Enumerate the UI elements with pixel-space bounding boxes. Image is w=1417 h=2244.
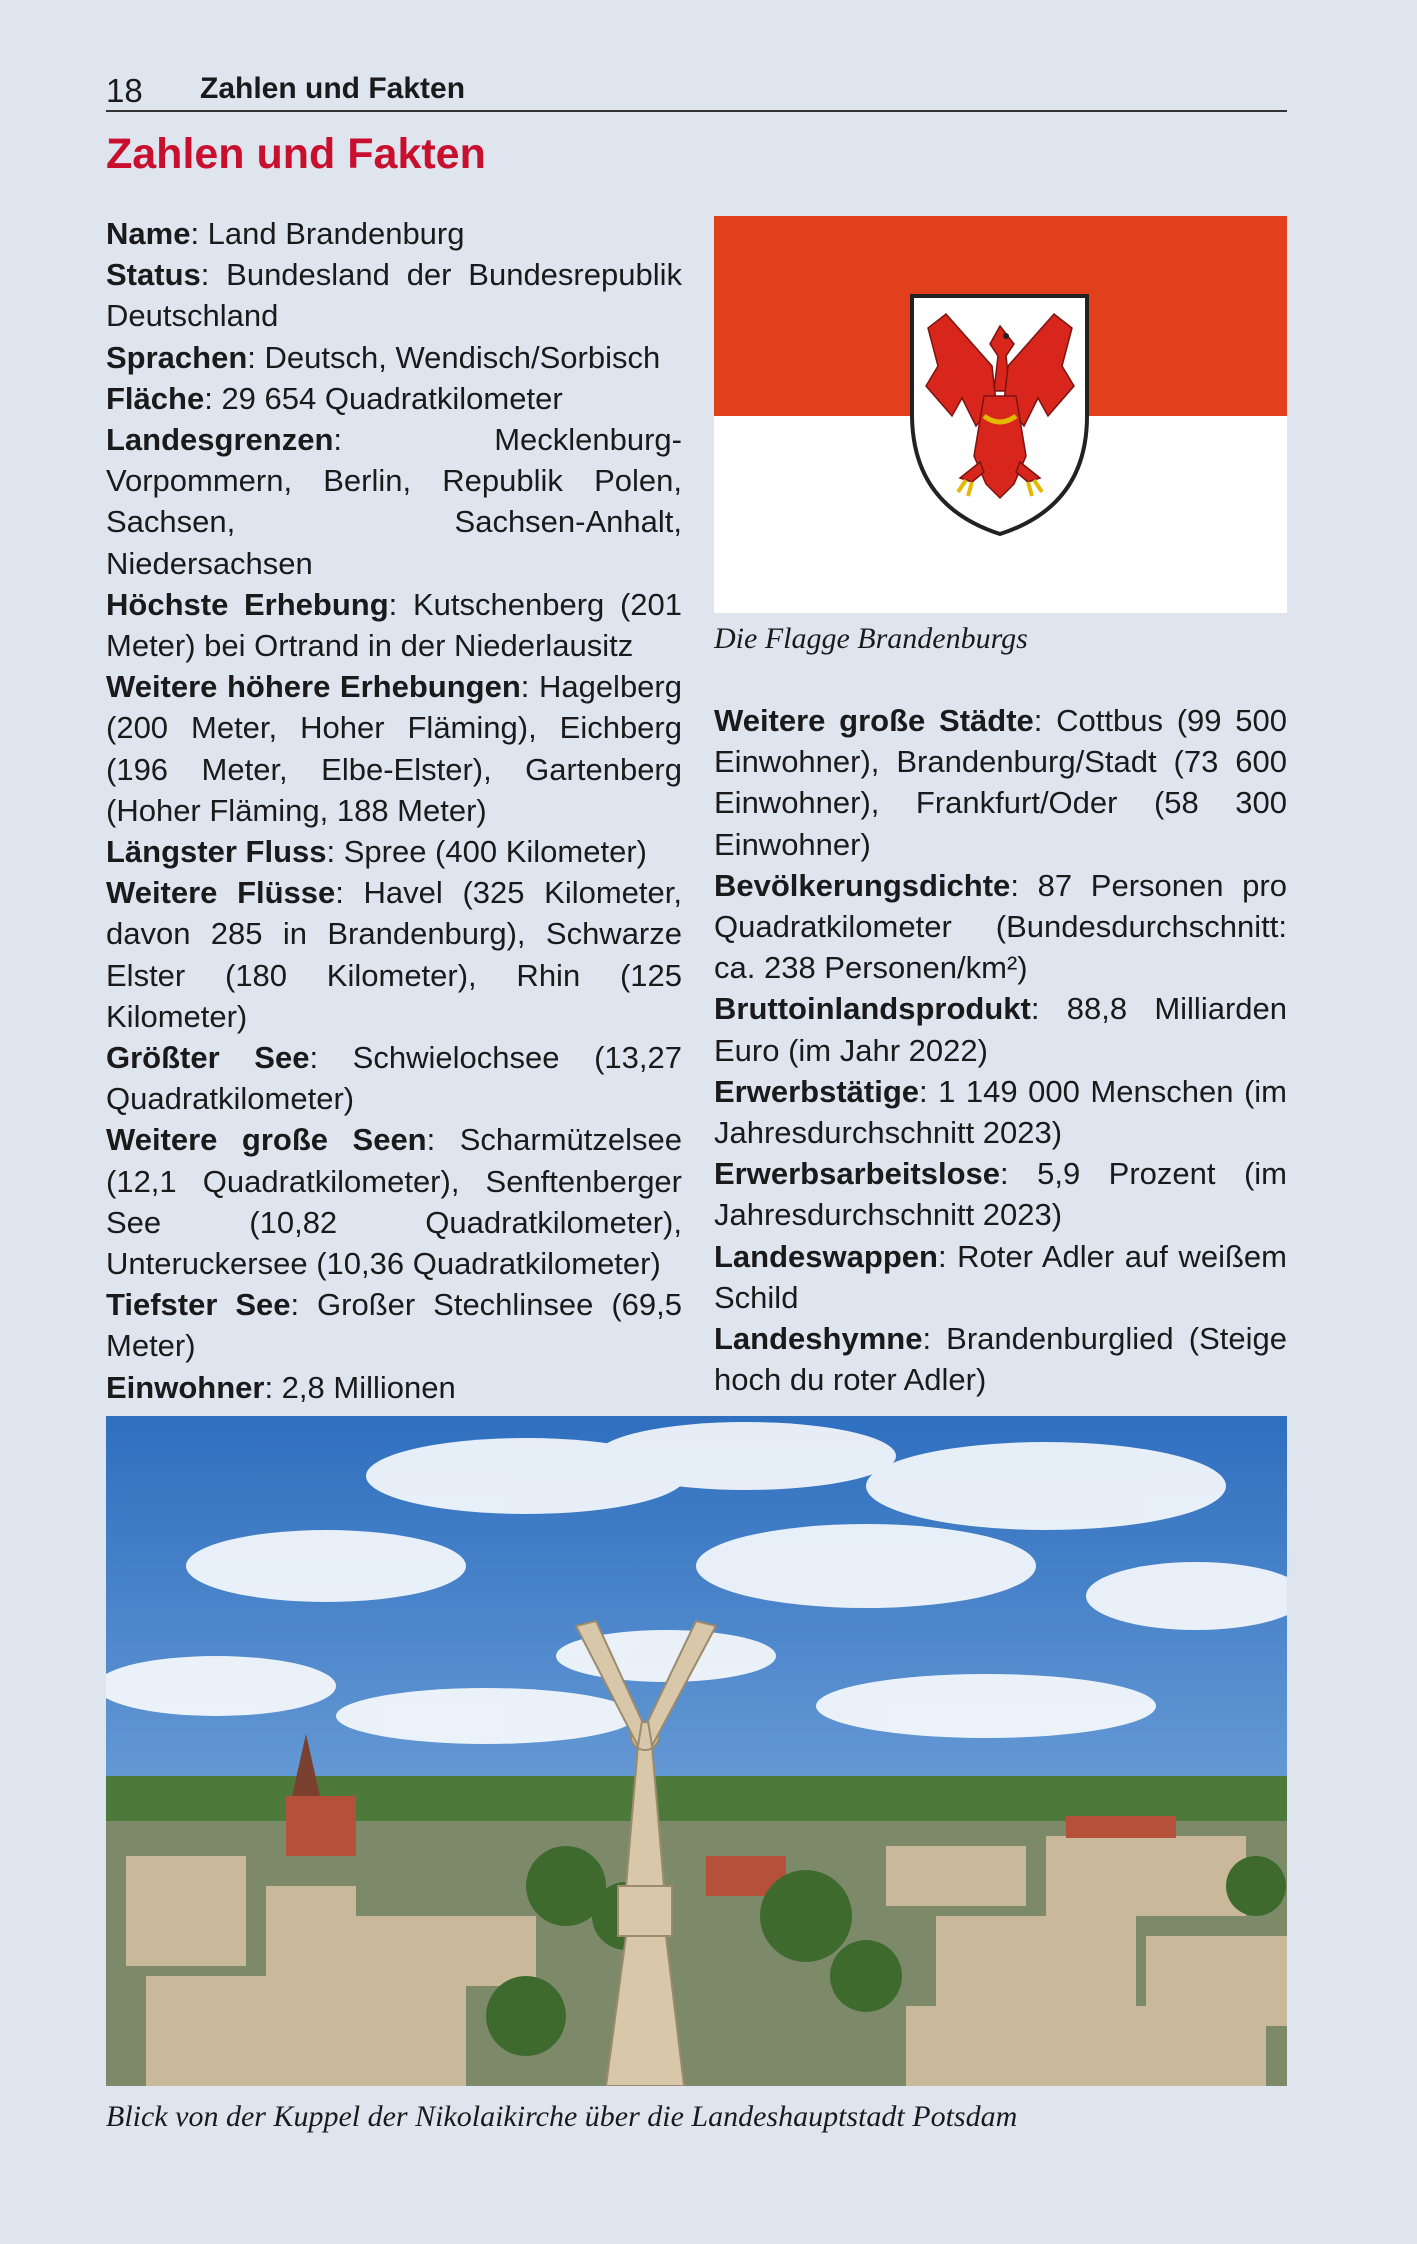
page-number: 18 xyxy=(106,72,143,109)
fact-bevoelkerungsdichte: Bevölkerungsdichte: 87 Personen pro Quadratkilometer (Bundesdurchschnitt: ca. 238 Personen/km²) xyxy=(714,867,1287,986)
fact-flaeche: Fläche: 29 654 Quadratkilometer xyxy=(106,380,563,416)
fact-einwohner: Einwohner: 2,8 Millionen xyxy=(106,1369,456,1405)
fact-landeswappen: Landeswappen: Roter Adler auf weißem Schild xyxy=(714,1238,1287,1315)
fact-weitere-staedte: Weitere große Städte: Cottbus (99 500 Einwohner), Brandenburg/Stadt (73 600 Einwohner), Frankfurt/Oder (58 300 Einwohner) xyxy=(714,703,1287,862)
fact-groesster-see: Größter See: Schwielochsee (13,27 Quadratkilometer) xyxy=(106,1040,682,1117)
flag-caption: Die Flagge Brandenburgs xyxy=(714,622,1028,655)
fact-name: Name: Land Brandenburg xyxy=(106,216,465,251)
fact-bruttoinlandsprodukt: Bruttoinlandsprodukt: 88,8 Milliarden Euro (im Jahr 2022) xyxy=(714,991,1287,1068)
fact-landeshymne: Landeshymne: Brandenburglied (Steige hoch du roter Adler) xyxy=(714,1321,1287,1398)
page-header xyxy=(106,72,1287,112)
fact-erwerbstaetige: Erwerbstätige: 1 149 000 Menschen (im Jahresdurchschnitt 2023) xyxy=(714,1073,1287,1151)
page-title: Zahlen und Fakten xyxy=(106,130,486,178)
city-panorama-image xyxy=(106,1416,1287,2086)
fact-sprachen: Sprachen: Deutsch, Wendisch/Sorbisch xyxy=(106,339,661,375)
eagle-shield-icon xyxy=(714,216,1287,613)
fact-landesgrenzen: Landesgrenzen: Mecklenburg-Vorpommern, Berlin, Republik Polen, Sachsen, Sachsen-Anhalt, Niedersachsen xyxy=(106,422,682,581)
facts-right-column xyxy=(714,700,1287,1400)
brandenburg-flag xyxy=(714,216,1287,613)
facts-left-column xyxy=(106,213,682,1490)
fact-weitere-erhebungen: Weitere höhere Erhebungen: Hagelberg (200 Meter, Hoher Fläming), Eichberg (196 Meter, Elbe-Elster), Gartenberg (Hoher Fläming, 188 Meter) xyxy=(106,669,682,828)
fact-hoechste-erhebung: Höchste Erhebung: Kutschenberg (201 Meter) bei Ortrand in der Niederlausitz xyxy=(106,586,682,664)
fact-erwerbsarbeitslose: Erwerbsarbeitslose: 5,9 Prozent (im Jahresdurchschnitt 2023) xyxy=(714,1156,1287,1233)
photo-caption: Blick von der Kuppel der Nikolaikirche über die Landeshauptstadt Potsdam xyxy=(106,2100,1018,2133)
fact-weitere-fluesse: Weitere Flüsse: Havel (325 Kilometer, davon 285 in Brandenburg), Schwarze Elster (180 Kilometer), Rhin (125 Kilometer) xyxy=(106,875,682,1034)
fact-tiefster-see: Tiefster See: Großer Stechlinsee (69,5 Meter) xyxy=(106,1287,682,1364)
fact-weitere-seen: Weitere große Seen: Scharmützelsee (12,1 Quadratkilometer), Senftenberger See (10,82 Quadratkilometer), Unteruckersee (10,36 Quadratkilometer) xyxy=(106,1122,682,1282)
running-title: Zahlen und Fakten xyxy=(200,72,466,105)
fact-laengster-fluss: Längster Fluss: Spree (400 Kilometer) xyxy=(106,834,647,870)
potsdam-photo xyxy=(106,1416,1287,2086)
fact-status: Status: Bundesland der Bundesrepublik Deutschland xyxy=(106,257,682,334)
